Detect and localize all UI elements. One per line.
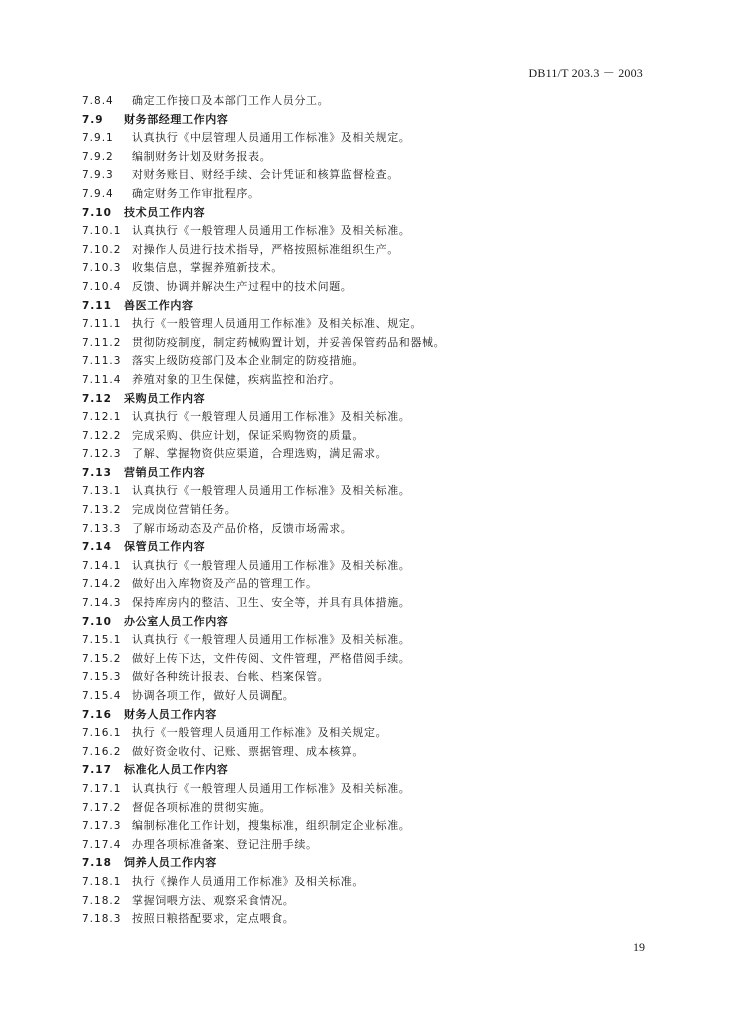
section-heading [82, 538, 662, 557]
clause-item [82, 445, 662, 464]
clause-text: 做好各种统计报表、台帐、档案保管。 [132, 670, 330, 684]
clause-item [82, 371, 662, 390]
clause-text: 做好出入库物资及产品的管理工作。 [132, 577, 318, 591]
clause-number: 7.13.1 [82, 485, 122, 498]
clause-text: 认真执行《中层管理人员通用工作标准》及相关规定。 [132, 131, 411, 145]
clause-item [82, 185, 662, 204]
clause-number: 7.10.3 [82, 262, 122, 275]
page-number: 19 [633, 940, 645, 954]
clause-item [82, 557, 662, 576]
section-title: 保管员工作内容 [124, 540, 206, 554]
clause-item [82, 780, 662, 799]
clause-item [82, 482, 662, 501]
clause-text: 督促各项标准的贯彻实施。 [132, 800, 272, 814]
document-code: DB11/T 203.3 － 2003 [528, 66, 643, 80]
clause-item [82, 520, 662, 539]
clause-text: 认真执行《一般管理人员通用工作标准》及相关标准。 [132, 410, 411, 424]
clause-item [82, 892, 662, 911]
section-heading [82, 464, 662, 483]
clause-number: 7.17.4 [82, 838, 122, 851]
clause-number: 7.11.3 [82, 355, 122, 368]
clause-number: 7.12 [82, 392, 112, 405]
clause-text: 掌握饲喂方法、观察采食情况。 [132, 893, 295, 907]
clause-text: 收集信息，掌握养殖新技术。 [132, 261, 283, 275]
clause-item [82, 910, 662, 929]
clause-item [82, 743, 662, 762]
clause-text: 认真执行《一般管理人员通用工作标准》及相关标准。 [132, 484, 411, 498]
section-heading [82, 854, 662, 873]
section-title: 采购员工作内容 [124, 391, 206, 405]
clause-number: 7.8.4 [82, 95, 114, 107]
clause-number: 7.16.1 [82, 727, 122, 740]
clause-text: 了解市场动态及产品价格，反馈市场需求。 [132, 521, 353, 535]
clause-number: 7.10.1 [82, 225, 122, 238]
clause-number: 7.11.1 [82, 318, 122, 331]
clause-item [82, 799, 662, 818]
clause-text: 协调各项工作，做好人员调配。 [132, 689, 295, 702]
section-heading [82, 297, 662, 316]
clause-text: 执行《一般管理人员通用工作标准》及相关标准、规定。 [132, 317, 422, 331]
section-title: 技术员工作内容 [124, 205, 206, 219]
clause-number: 7.9.3 [82, 169, 114, 182]
clause-text: 确定财务工作审批程序。 [132, 186, 260, 200]
clause-text: 完成采购、供应计划，保证采购物资的质量。 [132, 428, 364, 442]
clause-number: 7.9.4 [82, 187, 114, 200]
clause-text: 执行《操作人员通用工作标准》及相关标准。 [132, 874, 364, 888]
clause-item [82, 408, 662, 427]
clause-number: 7.18.2 [82, 894, 122, 907]
clause-item [82, 315, 662, 334]
clause-item [82, 129, 662, 148]
section-title: 财务人员工作内容 [124, 707, 217, 721]
clause-text: 认真执行《一般管理人员通用工作标准》及相关标准。 [132, 558, 411, 572]
clause-text: 认真执行《一般管理人员通用工作标准》及相关标准。 [132, 633, 411, 647]
clause-item [82, 222, 662, 241]
clause-number: 7.11 [82, 299, 112, 312]
clause-item [82, 92, 662, 111]
clause-text: 养殖对象的卫生保健，疾病监控和治疗。 [132, 372, 341, 386]
clause-number: 7.17.1 [82, 782, 122, 795]
clause-text: 做好资金收付、记账、票据管理、成本核算。 [132, 744, 364, 758]
clause-number: 7.16.2 [82, 745, 122, 758]
clause-item [82, 873, 662, 892]
section-title: 办公室人员工作内容 [124, 614, 229, 628]
clause-item [82, 724, 662, 743]
clause-item [82, 334, 662, 353]
clause-item [82, 668, 662, 687]
clause-item [82, 836, 662, 855]
clause-number: 7.11.2 [82, 336, 122, 349]
clause-number: 7.10 [82, 615, 112, 628]
clause-item [82, 817, 662, 836]
section-heading [82, 111, 662, 130]
section-title: 财务部经理工作内容 [124, 112, 229, 126]
clause-number: 7.10 [82, 206, 112, 219]
clause-text: 对财务账目、财经手续、会计凭证和核算监督检查。 [132, 168, 399, 182]
section-heading [82, 204, 662, 223]
clause-text: 做好上传下达，文件传阅、文件管理，严格借阅手续。 [132, 651, 411, 665]
clause-text: 认真执行《一般管理人员通用工作标准》及相关标准。 [132, 224, 411, 238]
clause-number: 7.15.3 [82, 671, 122, 684]
clause-text: 反馈、协调并解决生产过程中的技术问题。 [132, 279, 353, 293]
clause-item [82, 427, 662, 446]
clause-number: 7.13.3 [82, 522, 122, 535]
clause-number: 7.14.2 [82, 578, 122, 591]
clause-item [82, 278, 662, 297]
clause-item [82, 631, 662, 650]
section-heading [82, 390, 662, 409]
clause-text: 编制标准化工作计划，搜集标准，组织制定企业标准。 [132, 819, 411, 833]
clause-number: 7.11.4 [82, 373, 122, 386]
clause-number: 7.15.4 [82, 690, 122, 702]
clause-number: 7.9.2 [82, 150, 114, 163]
clause-number: 7.18.1 [82, 875, 122, 888]
clause-number: 7.15.1 [82, 634, 122, 647]
clause-text: 落实上级防疫部门及本企业制定的防疫措施。 [132, 354, 364, 368]
clause-item [82, 241, 662, 260]
clause-item [82, 148, 662, 167]
clause-item [82, 687, 662, 706]
clause-number: 7.15.2 [82, 652, 122, 665]
clause-item [82, 166, 662, 185]
section-heading [82, 761, 662, 780]
clause-number: 7.12.3 [82, 448, 122, 461]
clause-number: 7.14.3 [82, 597, 122, 610]
section-title: 营销员工作内容 [124, 465, 206, 479]
clause-number: 7.13 [82, 466, 112, 479]
clause-text: 编制财务计划及财务报表。 [132, 149, 272, 163]
clause-item [82, 575, 662, 594]
clause-number: 7.12.1 [82, 411, 122, 424]
clause-item [82, 352, 662, 371]
clause-text: 按照日粮搭配要求，定点喂食。 [132, 912, 295, 926]
section-title: 饲养人员工作内容 [124, 856, 217, 870]
clause-number: 7.10.4 [82, 280, 122, 293]
clause-text: 了解、掌握物资供应渠道，合理选购，满足需求。 [132, 447, 388, 461]
clause-text: 办理各项标准备案、登记注册手续。 [132, 837, 318, 851]
clause-text: 完成岗位营销任务。 [132, 503, 237, 517]
clause-text: 认真执行《一般管理人员通用工作标准》及相关标准。 [132, 781, 411, 795]
clause-number: 7.18.3 [82, 913, 122, 926]
clause-number: 7.9 [82, 113, 104, 126]
section-title: 兽医工作内容 [124, 298, 194, 312]
clause-text: 对操作人员进行技术指导，严格按照标准组织生产。 [132, 242, 399, 256]
clause-number: 7.17 [82, 764, 112, 777]
document-body [82, 92, 662, 929]
clause-number: 7.14.1 [82, 559, 122, 572]
clause-number: 7.16 [82, 708, 112, 721]
clause-number: 7.13.2 [82, 504, 122, 517]
clause-number: 7.10.2 [82, 243, 122, 256]
clause-text: 贯彻防疫制度，制定药械购置计划，并妥善保管药品和器械。 [132, 335, 446, 349]
section-title: 标准化人员工作内容 [124, 763, 229, 777]
clause-text: 确定工作接口及本部门工作人员分工。 [132, 94, 330, 107]
clause-number: 7.17.3 [82, 820, 122, 833]
clause-item [82, 501, 662, 520]
clause-item [82, 650, 662, 669]
clause-item [82, 259, 662, 278]
clause-number: 7.9.1 [82, 132, 114, 145]
clause-text: 保持库房内的整洁、卫生、安全等，并具有具体措施。 [132, 596, 411, 610]
clause-number: 7.12.2 [82, 429, 122, 442]
clause-number: 7.14 [82, 541, 112, 554]
section-heading [82, 706, 662, 725]
clause-number: 7.18 [82, 857, 112, 870]
clause-number: 7.17.2 [82, 801, 122, 814]
clause-text: 执行《一般管理人员通用工作标准》及相关规定。 [132, 726, 388, 740]
section-heading [82, 613, 662, 632]
clause-item [82, 594, 662, 613]
